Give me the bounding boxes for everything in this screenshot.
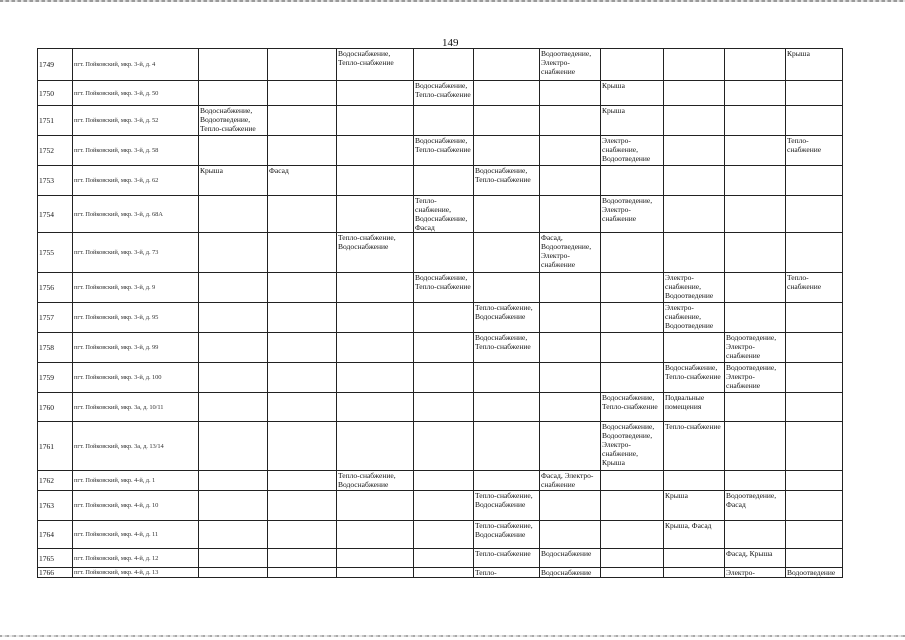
work-type-cell [414,549,474,568]
work-type-cell [601,233,664,273]
work-type-cell [268,471,337,491]
row-number: 1762 [38,471,73,491]
work-type-cell [664,233,725,273]
work-type-cell [786,471,843,491]
table-row [38,166,843,196]
work-type-cell: Водоснабжение, Тепло-снабжение [414,136,474,166]
row-number: 1757 [38,303,73,333]
work-type-cell: Тепло-снабжение, Водоснабжение [337,233,414,273]
work-type-cell: Подвальные помещения [664,393,725,422]
work-type-cell [199,491,268,521]
work-type-cell [725,471,786,491]
work-type-cell [786,233,843,273]
address-cell: пгт. Пойковский, мкр. 4-й, д. 11 [73,521,199,549]
work-type-cell [337,196,414,233]
address-cell: пгт. Пойковский, мкр. 3а, д. 10/11 [73,393,199,422]
work-type-cell [664,106,725,136]
work-type-cell: Водоотведение, Электро-снабжение [725,333,786,363]
address-cell: пгт. Пойковский, мкр. 3-й, д. 4 [73,49,199,81]
table-row [38,422,843,471]
work-type-cell [268,568,337,578]
work-type-cell [601,49,664,81]
work-type-cell [474,196,540,233]
work-type-cell: Фасад, Водоотведение, Электро-снабжение [540,233,601,273]
row-number: 1749 [38,49,73,81]
work-type-cell [725,273,786,303]
work-type-cell [199,521,268,549]
work-type-cell [337,106,414,136]
work-type-cell: Тепло- [474,568,540,578]
work-type-cell [664,166,725,196]
work-type-cell [664,81,725,106]
work-type-cell [601,568,664,578]
work-type-cell [601,549,664,568]
address-cell: пгт. Пойковский, мкр. 3-й, д. 9 [73,273,199,303]
work-type-cell [601,333,664,363]
work-type-cell [725,166,786,196]
work-type-cell [540,422,601,471]
row-number: 1763 [38,491,73,521]
work-type-cell [540,166,601,196]
work-type-cell [337,363,414,393]
work-type-cell: Фасад, Электро-снабжение [540,471,601,491]
work-type-cell [414,166,474,196]
work-type-cell [540,136,601,166]
work-type-cell [337,136,414,166]
work-type-cell [268,273,337,303]
work-type-cell [268,393,337,422]
work-type-cell [414,422,474,471]
work-type-cell: Электро- [725,568,786,578]
work-type-cell: Крыша [601,81,664,106]
work-type-cell [268,81,337,106]
table-row [38,196,843,233]
work-type-cell [414,233,474,273]
work-type-cell [268,136,337,166]
row-number: 1752 [38,136,73,166]
work-type-cell: Крыша [601,106,664,136]
table-row [38,49,843,81]
address-cell: пгт. Пойковский, мкр. 3-й, д. 62 [73,166,199,196]
address-cell: пгт. Пойковский, мкр. 3-й, д. 100 [73,363,199,393]
work-type-cell: Тепло-снабжение, Водоснабжение [337,471,414,491]
work-type-cell: Водоснабжение, Водоотведение, Электро-снабжение, Крыша [601,422,664,471]
row-number: 1761 [38,422,73,471]
work-type-cell [540,81,601,106]
scan-top-edge [0,0,905,2]
work-type-cell: Водоснабжение, Тепло-снабжение [601,393,664,422]
work-type-cell [268,363,337,393]
work-type-cell: Водоотведение, Электро-снабжение [601,196,664,233]
work-type-cell [540,333,601,363]
work-type-cell: Крыша [199,166,268,196]
work-type-cell [725,393,786,422]
work-type-cell [725,303,786,333]
table-row [38,521,843,549]
work-type-cell [474,136,540,166]
work-type-cell: Электро-снабжение, Водоотведение [664,303,725,333]
work-type-cell [664,549,725,568]
row-number: 1753 [38,166,73,196]
work-type-cell: Тепло-снабжение, Водоснабжение [474,521,540,549]
work-type-cell [786,393,843,422]
work-type-cell [474,273,540,303]
work-type-cell: Фасад, Крыша [725,549,786,568]
work-type-cell: Тепло-снабжение, Водоснабжение, Фасад [414,196,474,233]
work-type-cell [786,491,843,521]
work-type-cell [540,106,601,136]
work-type-cell [199,422,268,471]
work-type-cell [199,233,268,273]
work-type-cell: Водоснабжение, Тепло-снабжение [337,49,414,81]
work-type-cell [268,233,337,273]
work-type-cell [199,568,268,578]
work-type-cell [414,106,474,136]
work-type-cell [199,196,268,233]
work-type-cell [664,333,725,363]
work-type-cell [601,521,664,549]
work-type-cell [664,49,725,81]
work-type-cell [664,136,725,166]
row-number: 1765 [38,549,73,568]
row-number: 1759 [38,363,73,393]
address-cell: пгт. Пойковский, мкр. 3-й, д. 50 [73,81,199,106]
work-type-cell [414,393,474,422]
row-number: 1760 [38,393,73,422]
work-type-cell [199,333,268,363]
scan-bottom-edge [0,635,905,637]
work-type-cell [786,549,843,568]
table-row [38,333,843,363]
work-type-cell [414,491,474,521]
work-type-cell [474,471,540,491]
address-cell: пгт. Пойковский, мкр. 4-й, д. 13 [73,568,199,578]
page-number: 149 [442,37,459,49]
work-type-cell [268,521,337,549]
work-type-cell [268,422,337,471]
table-row [38,568,843,578]
work-type-cell [601,273,664,303]
work-type-cell [601,166,664,196]
table-row [38,393,843,422]
work-type-cell [474,106,540,136]
work-type-cell: Водоснабжение, Тепло-снабжение [664,363,725,393]
work-type-cell [414,471,474,491]
work-type-cell: Водоснабжение, Тепло-снабжение [414,273,474,303]
work-type-cell [786,106,843,136]
row-number: 1755 [38,233,73,273]
work-type-cell: Водоснабжение [540,568,601,578]
address-cell: пгт. Пойковский, мкр. 3-й, д. 73 [73,233,199,273]
work-type-cell [474,393,540,422]
row-number: 1751 [38,106,73,136]
table-row [38,233,843,273]
work-type-cell [786,422,843,471]
work-type-cell [601,471,664,491]
work-type-cell: Водоотведение, Электро-снабжение [725,363,786,393]
address-cell: пгт. Пойковский, мкр. 3-й, д. 99 [73,333,199,363]
work-type-cell [540,303,601,333]
work-type-cell [414,363,474,393]
work-type-cell: Водоснабжение, Тепло-снабжение [474,166,540,196]
work-type-cell: Тепло-снабжение, Водоснабжение [474,491,540,521]
work-type-cell: Крыша [786,49,843,81]
work-type-cell [601,303,664,333]
table-row [38,549,843,568]
work-type-cell: Электро-снабжение, Водоотведение [601,136,664,166]
work-type-cell: Водоотведение, Электро-снабжение [540,49,601,81]
row-number: 1754 [38,196,73,233]
table-row [38,106,843,136]
work-type-cell [337,393,414,422]
work-type-cell [725,106,786,136]
work-type-cell [268,333,337,363]
address-cell: пгт. Пойковский, мкр. 3-й, д. 52 [73,106,199,136]
address-cell: пгт. Пойковский, мкр. 3-й, д. 58 [73,136,199,166]
work-type-cell [268,491,337,521]
row-number: 1766 [38,568,73,578]
work-type-cell [725,196,786,233]
work-type-cell: Тепло-снабжение [474,549,540,568]
work-type-cell: Тепло-снабжение [786,136,843,166]
work-type-cell: Водоснабжение, Тепло-снабжение [474,333,540,363]
work-type-cell [414,568,474,578]
work-type-cell [337,549,414,568]
work-type-cell [414,333,474,363]
row-number: 1764 [38,521,73,549]
work-type-cell [337,81,414,106]
work-type-cell [725,233,786,273]
row-number: 1758 [38,333,73,363]
work-type-cell [337,568,414,578]
work-type-cell [199,136,268,166]
work-type-cell [474,422,540,471]
work-type-cell [540,363,601,393]
work-type-cell [474,233,540,273]
work-type-cell [337,521,414,549]
work-type-cell [725,521,786,549]
work-type-cell [725,136,786,166]
work-type-cell: Водоотведение [786,568,843,578]
work-type-cell [474,363,540,393]
address-cell: пгт. Пойковский, мкр. 3-й, д. 95 [73,303,199,333]
work-type-cell [337,422,414,471]
work-type-cell: Водоснабжение, Тепло-снабжение [414,81,474,106]
work-type-cell [664,196,725,233]
work-type-cell [474,81,540,106]
work-type-cell [540,273,601,303]
work-type-cell: Водоснабжение, Водоотведение, Тепло-снабжение [199,106,268,136]
work-type-cell [199,363,268,393]
work-type-cell [199,303,268,333]
row-number: 1756 [38,273,73,303]
table-row [38,491,843,521]
address-cell: пгт. Пойковский, мкр. 3-й, д. 68А [73,196,199,233]
work-type-cell [540,521,601,549]
work-type-cell [786,166,843,196]
work-type-cell [199,49,268,81]
table-row [38,136,843,166]
work-type-cell [601,363,664,393]
work-type-cell [786,303,843,333]
work-type-cell [268,303,337,333]
work-type-cell: Фасад [268,166,337,196]
work-type-cell [414,49,474,81]
work-type-cell [268,106,337,136]
work-type-cell [725,422,786,471]
work-type-cell [199,81,268,106]
table-row [38,273,843,303]
work-type-cell: Крыша, Фасад [664,521,725,549]
address-cell: пгт. Пойковский, мкр. 4-й, д. 12 [73,549,199,568]
work-type-cell [268,549,337,568]
work-type-cell: Тепло-снабжение [664,422,725,471]
table-row [38,471,843,491]
work-type-cell: Крыша [664,491,725,521]
work-type-cell [474,49,540,81]
work-type-cell [786,363,843,393]
work-type-cell [725,81,786,106]
work-type-cell [540,393,601,422]
work-type-cell [786,521,843,549]
work-type-cell [337,303,414,333]
work-type-cell [337,273,414,303]
work-type-cell [199,471,268,491]
row-number: 1750 [38,81,73,106]
work-type-cell [337,333,414,363]
work-type-cell [664,568,725,578]
work-type-cell: Водоснабжение [540,549,601,568]
work-type-cell [199,393,268,422]
work-type-cell [337,166,414,196]
register-table [37,48,843,578]
work-type-cell [337,491,414,521]
work-type-cell [786,81,843,106]
table-row [38,303,843,333]
work-type-cell [268,49,337,81]
table-row [38,81,843,106]
work-type-cell [725,49,786,81]
work-type-cell [540,491,601,521]
work-type-cell [199,273,268,303]
work-type-cell: Водоотведение, Фасад [725,491,786,521]
work-type-cell [786,333,843,363]
address-cell: пгт. Пойковский, мкр. 4-й, д. 1 [73,471,199,491]
work-type-cell [414,303,474,333]
table-row [38,363,843,393]
work-type-cell: Электро-снабжение, Водоотведение [664,273,725,303]
address-cell: пгт. Пойковский, мкр. 3а, д. 13/14 [73,422,199,471]
work-type-cell [199,549,268,568]
work-type-cell: Тепло-снабжение, Водоснабжение [474,303,540,333]
address-cell: пгт. Пойковский, мкр. 4-й, д. 10 [73,491,199,521]
work-type-cell: Тепло-снабжение [786,273,843,303]
work-type-cell [786,196,843,233]
work-type-cell [268,196,337,233]
work-type-cell [414,521,474,549]
work-type-cell [664,471,725,491]
work-type-cell [601,491,664,521]
work-type-cell [540,196,601,233]
